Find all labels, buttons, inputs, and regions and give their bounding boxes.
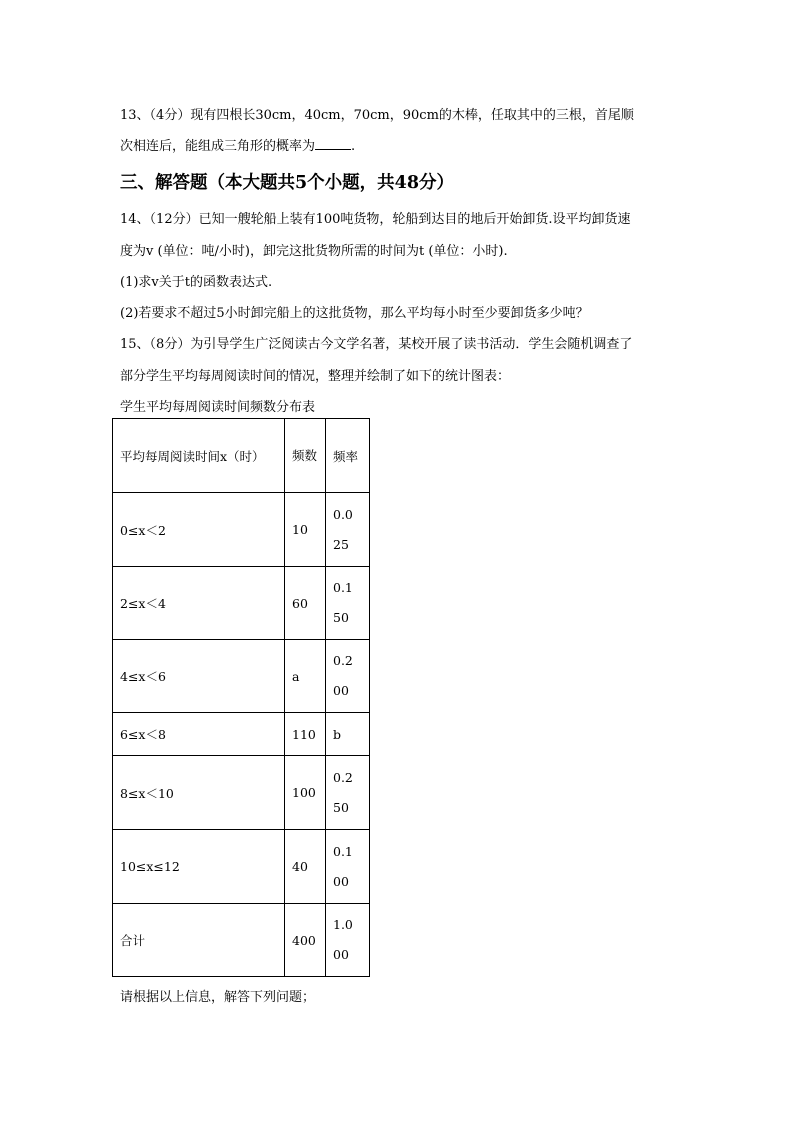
header-time: 平均每周阅读时间x（时） <box>113 419 285 493</box>
q15-line2: 部分学生平均每周阅读时间的情况，整理并绘制了如下的统计图表： <box>120 369 511 384</box>
table-row <box>113 640 370 713</box>
q14-line2: 度为v (单位：吨/小时)，卸完这批货物所需的时间为t (单位：小时). <box>120 244 508 259</box>
q13-line2-end: . <box>351 139 356 154</box>
cell-range: 4≤x＜6 <box>113 640 285 713</box>
q14-line1: 14、（12分）已知一艘轮船上装有100吨货物，轮船到达目的地后开始卸货.设平均卸货速 <box>120 212 631 227</box>
cell-count: a <box>285 640 326 713</box>
header-frequency-count: 频数 <box>285 419 326 493</box>
cell-rate: 0.025 <box>326 493 370 567</box>
cell-total-label: 合计 <box>113 904 285 977</box>
cell-range: 8≤x＜10 <box>113 756 285 830</box>
q15-footer: 请根据以上信息，解答下列问题； <box>120 990 316 1005</box>
cell-count: 110 <box>285 713 326 756</box>
cell-rate: 0.250 <box>326 756 370 830</box>
cell-rate: b <box>326 713 370 756</box>
table-caption: 学生平均每周阅读时间频数分布表 <box>120 400 316 415</box>
cell-count: 100 <box>285 756 326 830</box>
q13-line2 <box>120 135 355 154</box>
cell-range: 6≤x＜8 <box>113 713 285 756</box>
answer-blank <box>315 137 351 150</box>
q13-line2-text: 次相连后，能组成三角形的概率为 <box>120 139 316 154</box>
cell-rate: 0.100 <box>326 830 370 904</box>
q14-part1: (1)求v关于t的函数表达式. <box>120 275 273 290</box>
table-row <box>113 493 370 567</box>
cell-range: 0≤x＜2 <box>113 493 285 567</box>
table-row <box>113 756 370 830</box>
cell-rate: 0.150 <box>326 567 370 640</box>
cell-count: 60 <box>285 567 326 640</box>
cell-rate: 0.200 <box>326 640 370 713</box>
q13-line1: 13、（4分）现有四根长30cm，40cm，70cm，90cm的木棒，任取其中的三根，首尾顺 <box>120 108 634 123</box>
q14-part2: (2)若要求不超过5小时卸完船上的这批货物，那么平均每小时至少要卸货多少吨？ <box>120 306 589 321</box>
cell-count: 10 <box>285 493 326 567</box>
section-heading: 三、解答题（本大题共5个小题，共48分） <box>120 173 455 193</box>
table-row <box>113 567 370 640</box>
cell-total-rate: 1.000 <box>326 904 370 977</box>
table-row <box>113 830 370 904</box>
frequency-table <box>112 418 370 977</box>
table-total-row <box>113 904 370 977</box>
table-header-row <box>113 419 370 493</box>
cell-range: 10≤x≤12 <box>113 830 285 904</box>
table-row <box>113 713 370 756</box>
cell-range: 2≤x＜4 <box>113 567 285 640</box>
cell-total-count: 400 <box>285 904 326 977</box>
header-frequency-rate: 频率 <box>326 419 370 493</box>
cell-count: 40 <box>285 830 326 904</box>
q15-line1: 15、（8分）为引导学生广泛阅读古今文学名著，某校开展了读书活动．学生会随机调查了 <box>120 337 633 352</box>
